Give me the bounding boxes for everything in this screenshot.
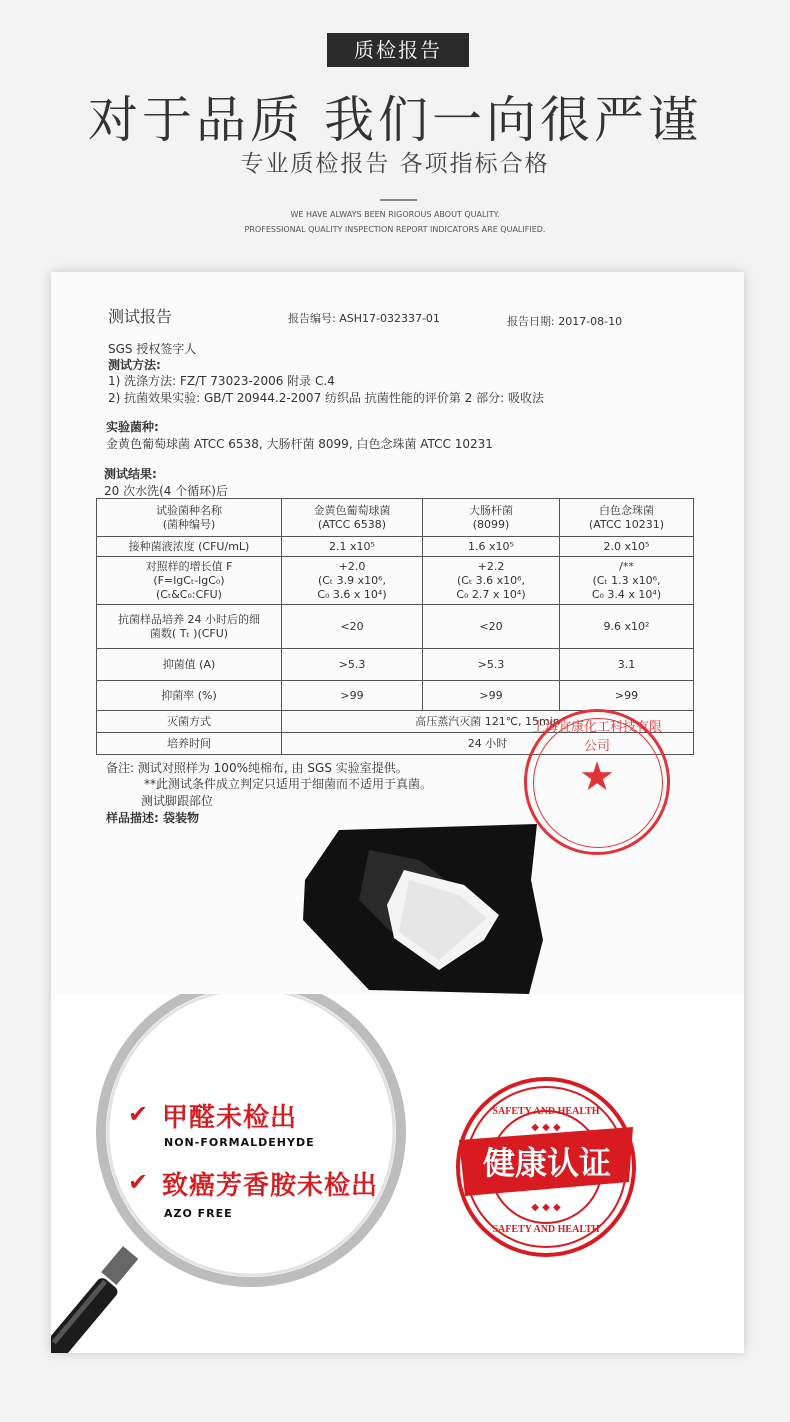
table-cell: 试验菌种名称 (菌种编号) bbox=[97, 499, 282, 537]
formaldehyde-label: 甲醛未检出 bbox=[162, 1103, 298, 1133]
table-cell: 大肠杆菌 (8099) bbox=[423, 499, 560, 537]
english-tagline-2: PROFESSIONAL QUALITY INSPECTION REPORT INDICATORS ARE QUALIFIED. bbox=[244, 225, 546, 234]
table-cell: /** (Cₜ 1.3 x10⁶, C₀ 3.4 x 10⁴) bbox=[560, 557, 694, 605]
formaldehyde-en: NON-FORMALDEHYDE bbox=[164, 1136, 315, 1149]
divider bbox=[380, 199, 417, 201]
report-date: 报告日期: 2017-08-10 bbox=[507, 315, 623, 328]
table-cell: +2.0 (Cₜ 3.9 x10⁶, C₀ 3.6 x 10⁴) bbox=[282, 557, 423, 605]
subheadline: 专业质检报告 各项指标合格 bbox=[240, 151, 550, 177]
wash-cycles: 20 次水洗(4 个循环)后 bbox=[104, 484, 228, 498]
strains-label: 实验菌种: bbox=[106, 420, 159, 434]
table-cell: 2.0 x10⁵ bbox=[560, 537, 694, 557]
table-row bbox=[97, 681, 694, 711]
table-row bbox=[97, 649, 694, 681]
note-3: 测试脚跟部位 bbox=[141, 794, 214, 808]
table-cell: <20 bbox=[423, 605, 560, 649]
table-cell: >99 bbox=[423, 681, 560, 711]
note-2: **此测试条件成立判定只适用于细菌而不适用于真菌。 bbox=[144, 777, 433, 791]
section-badge: 质检报告 bbox=[327, 33, 469, 67]
table-cell: 白色念珠菌 (ATCC 10231) bbox=[560, 499, 694, 537]
stamp-text: 上海宜康化工科技有限公司 bbox=[531, 720, 662, 754]
azo-en: AZO FREE bbox=[164, 1207, 233, 1220]
report-title: 测试报告 bbox=[108, 307, 173, 326]
table-cell: >5.3 bbox=[282, 649, 423, 681]
table-cell: >99 bbox=[282, 681, 423, 711]
seal-ring-bottom: SAFETY AND HEALTH bbox=[492, 1224, 600, 1235]
table-cell: 1.6 x10⁵ bbox=[423, 537, 560, 557]
headline: 对于品质 我们一向很严谨 bbox=[88, 91, 702, 149]
table-cell: 抑菌率 (%) bbox=[97, 681, 282, 711]
table-row bbox=[97, 557, 694, 605]
table-cell: +2.2 (Cₜ 3.6 x10⁶, C₀ 2.7 x 10⁴) bbox=[423, 557, 560, 605]
table-row bbox=[97, 605, 694, 649]
table-cell: 3.1 bbox=[560, 649, 694, 681]
check-icon: ✔ bbox=[128, 1168, 149, 1196]
table-cell: 9.6 x10² bbox=[560, 605, 694, 649]
star-icon: ◆ ◆ ◆ bbox=[531, 1202, 561, 1213]
table-cell: >99 bbox=[560, 681, 694, 711]
azo-label: 致癌芳香胺未检出 bbox=[162, 1171, 379, 1201]
table-cell: 金黄色葡萄球菌 (ATCC 6538) bbox=[282, 499, 423, 537]
table-cell: 高压蒸汽灭菌 121℃, 15min bbox=[282, 711, 694, 733]
table-cell: 抗菌样品培养 24 小时后的细 菌数( Tₜ )(CFU) bbox=[97, 605, 282, 649]
report-card bbox=[51, 272, 744, 1353]
check-icon: ✔ bbox=[128, 1100, 149, 1128]
star-icon: ◆ ◆ ◆ bbox=[531, 1122, 561, 1133]
strains: 金黄色葡萄球菌 ATCC 6538, 大肠杆菌 8099, 白色念珠菌 ATCC 10231 bbox=[106, 437, 493, 451]
sample-description: 样品描述: 袋装物 bbox=[106, 811, 199, 825]
health-certification-seal bbox=[451, 1072, 641, 1262]
table-cell: 对照样的增长值 F (F=lgCₜ-lgC₀) (Cₜ&C₀:CFU) bbox=[97, 557, 282, 605]
method-1: 1) 洗涤方法: FZ/T 73023-2006 附录 C.4 bbox=[108, 374, 335, 388]
certification-section bbox=[51, 994, 744, 1353]
result-label: 测试结果: bbox=[104, 467, 157, 481]
table-cell: 24 小时 bbox=[282, 733, 694, 755]
method-label: 测试方法: bbox=[108, 358, 161, 372]
english-tagline-1: WE HAVE ALWAYS BEEN RIGOROUS ABOUT QUALITY. bbox=[290, 210, 500, 219]
note-1: 备注: 测试对照样为 100%纯棉布, 由 SGS 实验室提供。 bbox=[106, 761, 408, 775]
table-row bbox=[97, 537, 694, 557]
seal-main-text: 健康认证 bbox=[482, 1144, 612, 1182]
test-report-document bbox=[51, 272, 744, 994]
table-row bbox=[97, 499, 694, 537]
table-cell: 接种菌液浓度 (CFU/mL) bbox=[97, 537, 282, 557]
table-cell: 灭菌方式 bbox=[97, 711, 282, 733]
star-icon: ★ bbox=[579, 754, 615, 800]
table-cell: 培养时间 bbox=[97, 733, 282, 755]
report-number: 报告编号: ASH17-032337-01 bbox=[288, 312, 440, 325]
table-cell: 抑菌值 (A) bbox=[97, 649, 282, 681]
signatory: SGS 授权签字人 bbox=[108, 342, 197, 356]
table-cell: 2.1 x10⁵ bbox=[282, 537, 423, 557]
seal-ring-top: SAFETY AND HEALTH bbox=[492, 1106, 600, 1117]
product-photo bbox=[299, 820, 591, 994]
table-cell: >5.3 bbox=[423, 649, 560, 681]
method-2: 2) 抗菌效果实验: GB/T 20944.2-2007 纺织品 抗菌性能的评价第 2 部分: 吸收法 bbox=[108, 391, 544, 405]
table-cell: <20 bbox=[282, 605, 423, 649]
